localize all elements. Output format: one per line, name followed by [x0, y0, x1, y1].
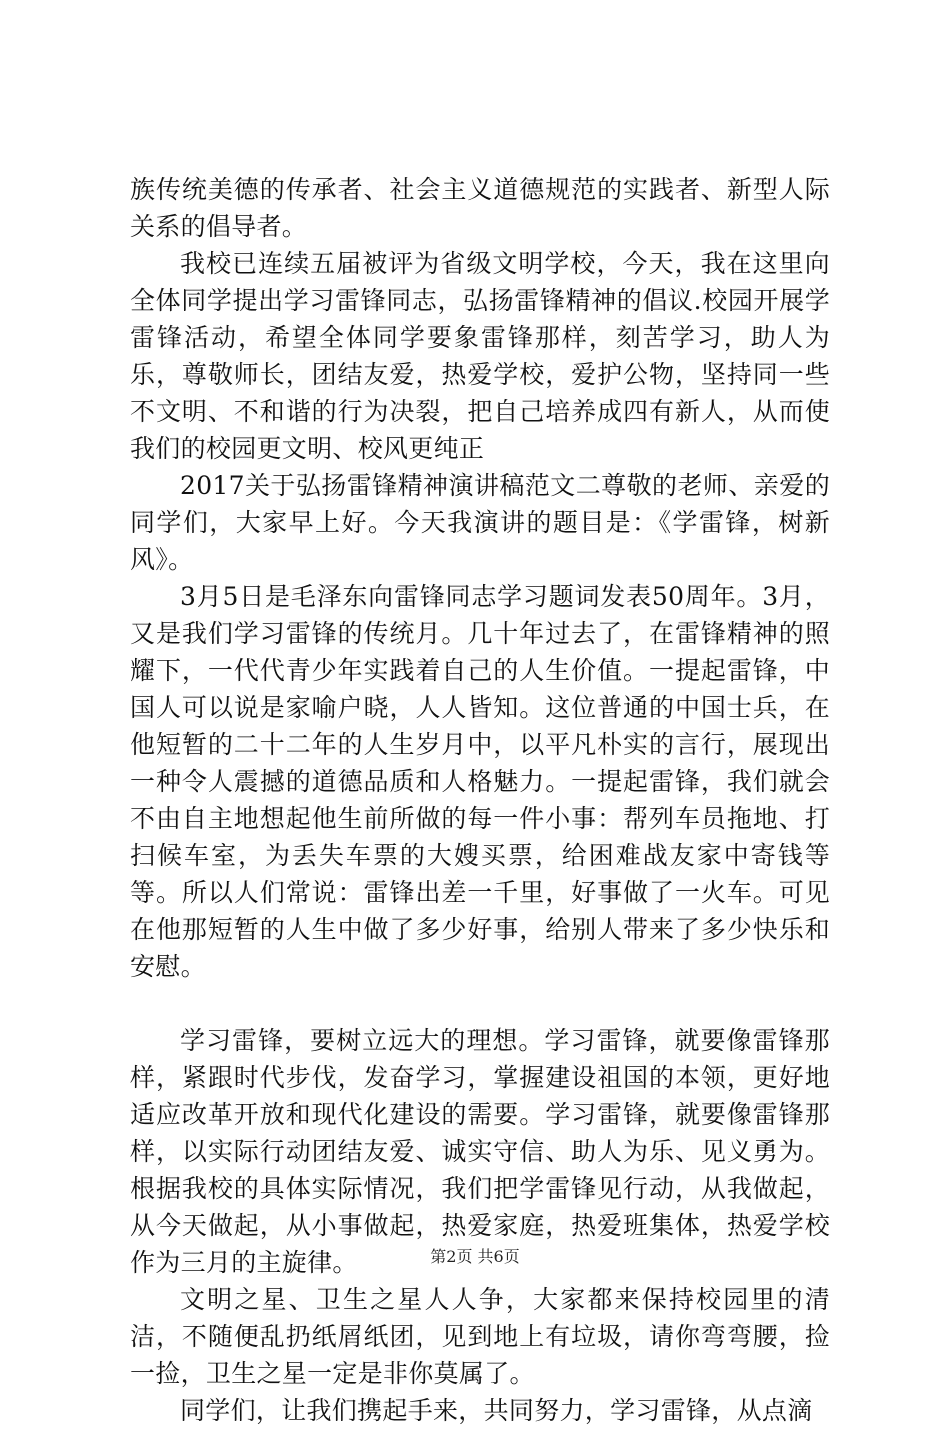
paragraph-school-proposal: 我校已连续五届被评为省级文明学校，今天，我在这里向全体同学提出学习雷锋同志，弘扬雷锋精神的倡议.校园开展学雷锋活动，希望全体同学要象雷锋那样，刻苦学习，助人为乐，尊敬师长，团结友爱，热爱学校，爱护公物，坚持同一些不文明、不和谐的行为决裂，把自己培养成四有新人，从而使我们的校园更文明、校风更纯正	[130, 249, 830, 463]
paragraph-closing: 同学们，让我们携起手来，共同努力，学习雷锋，从点滴	[180, 1396, 813, 1425]
page-number-footer: 第2页 共6页	[430, 1247, 520, 1266]
paragraph-march-fifth: 3月5日是毛泽东向雷锋同志学习题词发表50周年。3月，又是我们学习雷锋的传统月。几十年过去了，在雷锋精神的照耀下，一代代青少年实践着自己的人生价值。一提起雷锋，中国人可以说是家喻户晓，人人皆知。这位普通的中国士兵，在他短暂的二十二年的人生岁月中，以平凡朴实的言行，展现出一种令人震撼的道德品质和人格魅力。一提起雷锋，我们就会不由自主地想起他生前所做的每一件小事：帮列车员拖地、打扫候车室，为丢失车票的大嫂买票，给困难战友家中寄钱等等。所以人们常说：雷锋出差一千里，好事做了一火车。可见在他那短暂的人生中做了多少好事，给别人带来了多少快乐和安慰。	[130, 582, 830, 981]
paragraph-continuation: 族传统美德的传承者、社会主义道德规范的实践者、新型人际关系的倡导者。	[130, 175, 830, 241]
paragraph-civilization-star: 文明之星、卫生之星人人争，大家都来保持校园里的清洁，不随便乱扔纸屑纸团，见到地上有垃圾，请你弯弯腰，捡一捡，卫生之星一定是非你莫属了。	[130, 1285, 830, 1388]
paragraph-learn-leifeng: 学习雷锋，要树立远大的理想。学习雷锋，就要像雷锋那样，紧跟时代步伐，发奋学习，掌握建设祖国的本领，更好地适应改革开放和现代化建设的需要。学习雷锋，就要像雷锋那样，以实际行动团结友爱、诚实守信、助人为乐、见义勇为。根据我校的具体实际情况，我们把学雷锋见行动，从我做起，从今天做起，从小事做起，热爱家庭，热爱班集体，热爱学校作为三月的主旋律。	[130, 1026, 830, 1277]
paragraph-speech-title: 2017关于弘扬雷锋精神演讲稿范文二尊敬的老师、亲爱的同学们，大家早上好。今天我演讲的题目是：《学雷锋，树新风》。	[130, 471, 830, 574]
paragraph-gap	[130, 985, 830, 1022]
document-body	[130, 171, 830, 1429]
